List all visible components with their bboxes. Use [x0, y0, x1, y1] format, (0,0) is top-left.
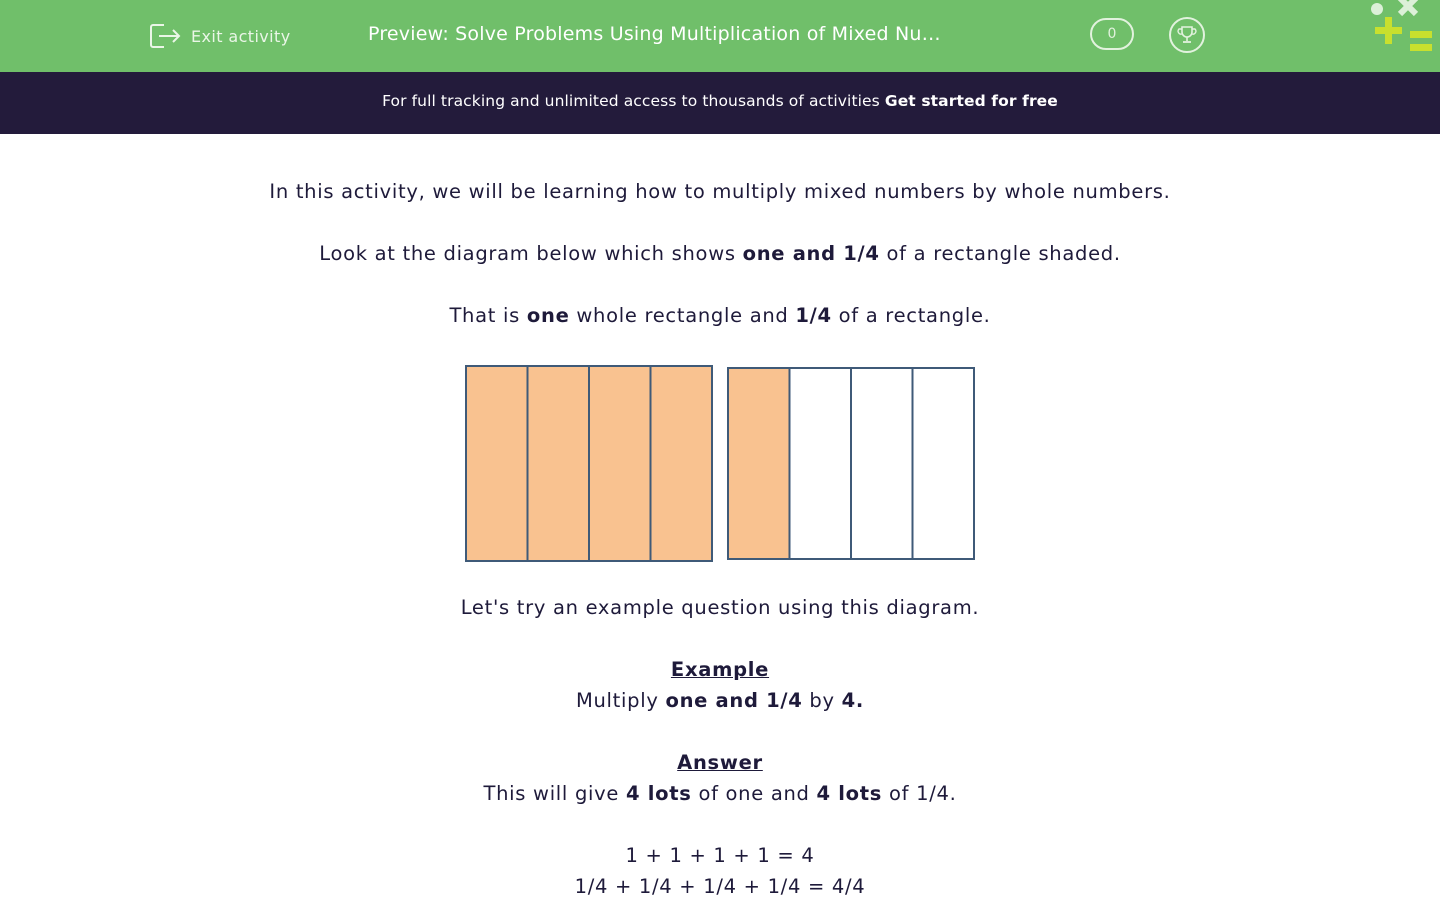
that-is-text: That is one whole rectangle and 1/4 of a rectangle.	[449, 304, 991, 327]
example-heading: Example	[670, 658, 770, 681]
rect2-quarter-2	[790, 368, 852, 559]
rect2-quarter-4	[913, 368, 975, 559]
brand-logo	[1366, 0, 1440, 56]
rect1-quarter-3	[589, 366, 651, 561]
top-bar	[0, 0, 1440, 72]
get-started-link[interactable]: Get started for free	[884, 92, 1058, 110]
quarter-rectangle	[728, 368, 974, 559]
exit-activity-button[interactable]	[148, 20, 291, 52]
intro-text: In this activity, we will be learning how to multiply mixed numbers by whole numbers.	[269, 180, 1171, 203]
rect1-quarter-2	[528, 366, 590, 561]
score-badge: 0	[1090, 18, 1134, 50]
equation-quarters: 1/4 + 1/4 + 1/4 + 1/4 = 4/4	[574, 875, 866, 898]
exit-activity-label: Exit activity	[191, 26, 291, 46]
rect2-quarter-1	[728, 368, 790, 559]
look-text: Look at the diagram below which shows one and 1/4 of a rectangle shaded.	[319, 242, 1121, 265]
rect1-quarter-4	[651, 366, 713, 561]
trophy-button[interactable]	[1169, 17, 1205, 53]
page-title: Preview: Solve Problems Using Multiplication of Mixed Nu…	[368, 23, 941, 45]
equation-wholes: 1 + 1 + 1 + 1 = 4	[625, 844, 815, 867]
rect2-quarter-3	[851, 368, 913, 559]
try-text: Let's try an example question using this diagram.	[460, 596, 980, 619]
example-text: Multiply one and 1/4 by 4.	[575, 689, 865, 712]
promo-banner	[0, 72, 1440, 134]
answer-text: This will give 4 lots of one and 4 lots of 1/4.	[483, 782, 957, 805]
rect1-quarter-1	[466, 366, 528, 561]
fraction-diagram	[464, 364, 978, 564]
answer-heading: Answer	[677, 751, 763, 774]
promo-text: For full tracking and unlimited access to thousands of activities	[382, 92, 885, 110]
trophy-icon	[1177, 25, 1197, 45]
exit-icon	[148, 21, 182, 51]
whole-rectangle	[466, 366, 712, 561]
